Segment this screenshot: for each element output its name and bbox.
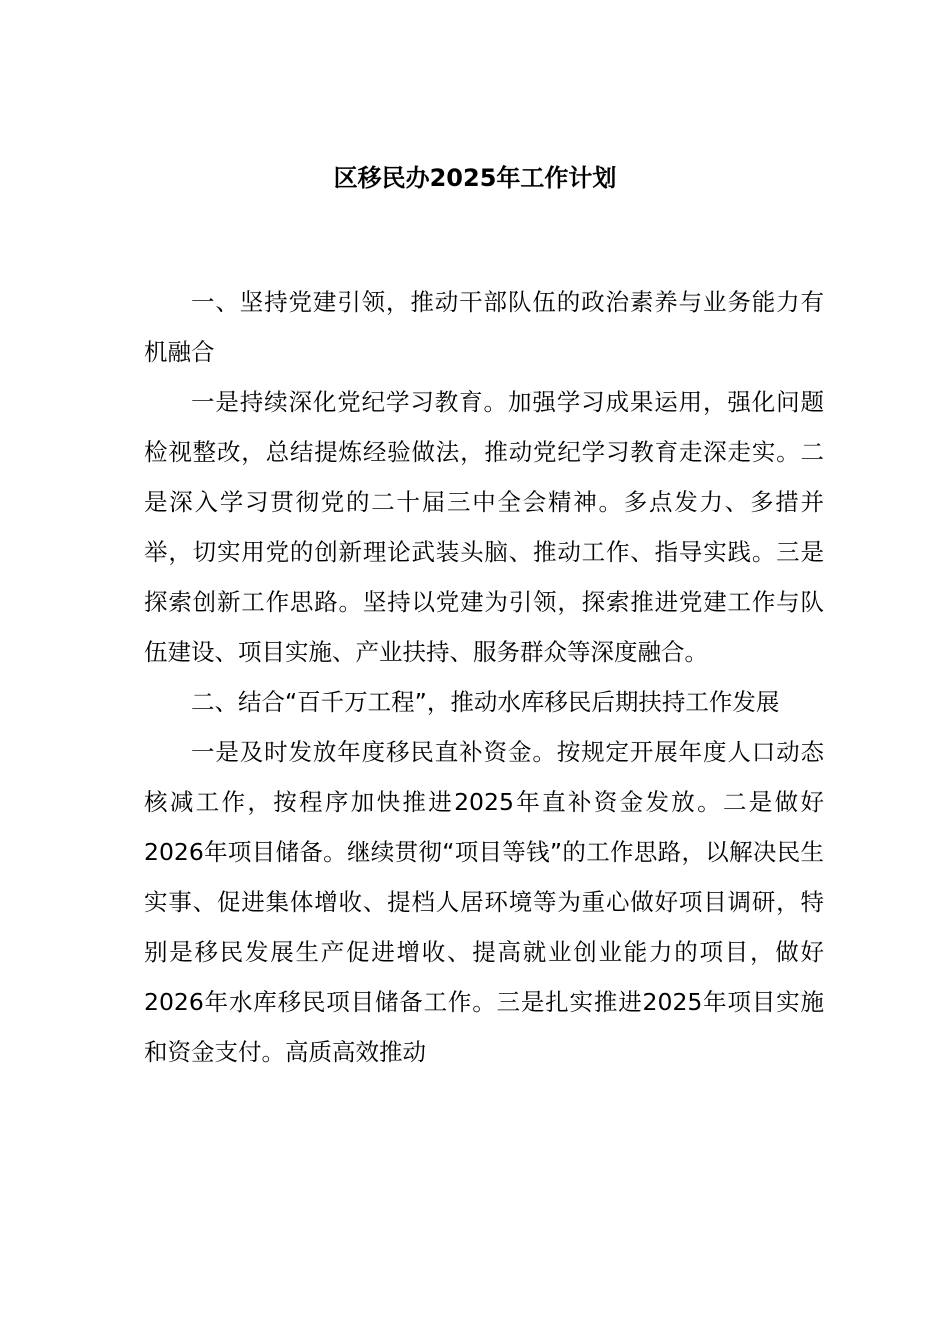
document-body [144, 277, 824, 1077]
heading-section-2: 二、结合“百千万工程”，推动水库移民后期扶持工作发展 [191, 688, 780, 716]
paragraph-section-1: 一是持续深化党纪学习教育。加强学习成果运用，强化问题检视整改，总结提炼经验做法，推动党纪学习教育走深走实。二是深入学习贯彻党的二十届三中全会精神。多点发力、多措并举，切实用党的创新理论武装头脑、推动工作、指导实践。三是探索创新工作思路。坚持以党建为引领，探索推进党建工作与队伍建设、项目实施、产业扶持、服务群众等深度融合。 [144, 388, 824, 666]
heading-section-1: 一、坚持党建引领，推动干部队伍的政治素养与业务能力有机融合 [144, 288, 824, 366]
paragraph-section-2: 一是及时发放年度移民直补资金。按规定开展年度人口动态核减工作，按程序加快推进2025年直补资金发放。二是做好2026年项目储备。继续贯彻“项目等钱”的工作思路，以解决民生实事、促进集体增收、提档人居环境等为重心做好项目调研，特别是移民发展生产促进增收、提高就业创业能力的项目，做好2026年水库移民项目储备工作。三是扎实推进2025年项目实施和资金支付。高质高效推动 [144, 738, 824, 1066]
document-title: 区移民办2025年工作计划 [333, 164, 617, 192]
